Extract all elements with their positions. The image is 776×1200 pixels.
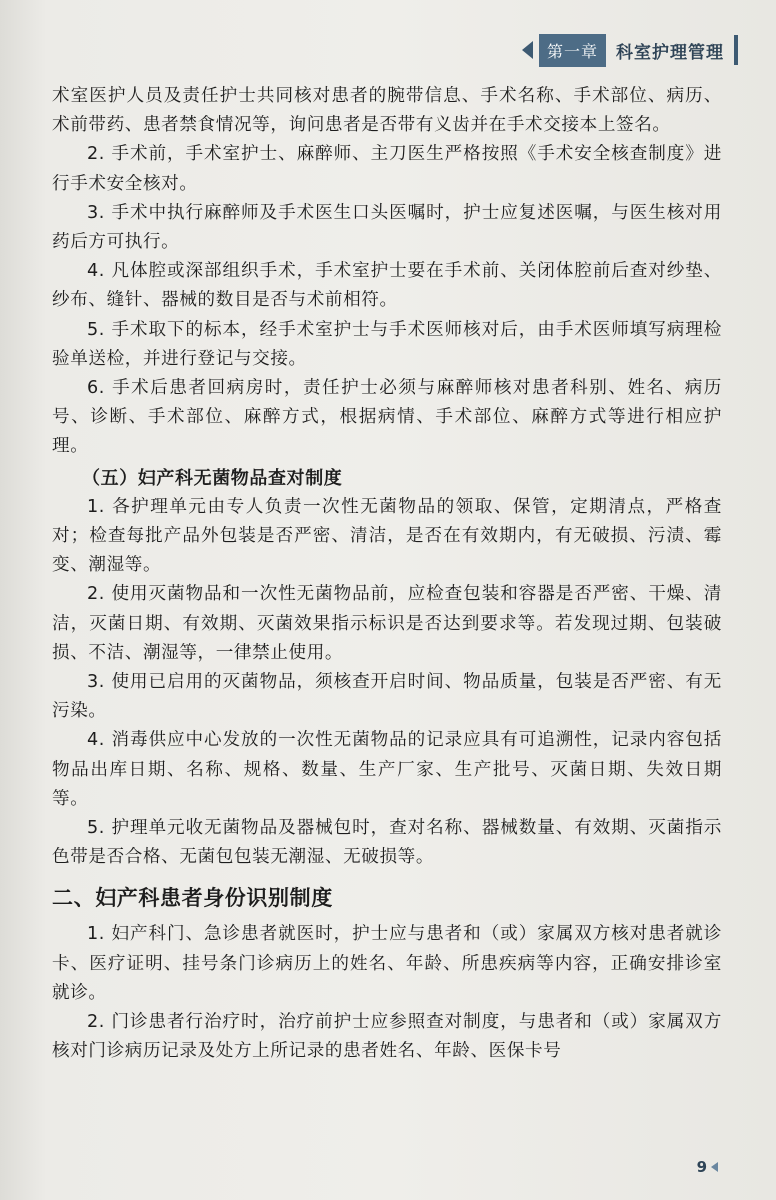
paragraph: 术室医护人员及责任护士共同核对患者的腕带信息、手术名称、手术部位、病历、术前带药、患者禁食情况等，询问患者是否带有义齿并在手术交接本上签名。 bbox=[52, 86, 722, 136]
header-bar bbox=[734, 35, 738, 65]
chapter-number: 第一章 bbox=[539, 34, 606, 67]
page-number-text: 9 bbox=[696, 1158, 707, 1176]
chapter-header bbox=[522, 33, 738, 67]
page-body bbox=[52, 82, 722, 1067]
chevron-left-icon bbox=[522, 41, 533, 59]
paragraph: 5. 手术取下的标本，经手术室护士与手术医师核对后，由手术医师填写病理检验单送检，并进行登记与交接。 bbox=[52, 319, 722, 369]
paragraph: 3. 手术中执行麻醉师及手术医生口头医嘱时，护士应复述医嘱，与医生核对用药后方可执行。 bbox=[52, 202, 722, 253]
page-number bbox=[697, 1158, 718, 1176]
list-item: 2. 使用灭菌物品和一次性无菌物品前，应检查包装和容器是否严密、干燥、清洁，灭菌日期、有效期、灭菌效果指示标识是否达到要求等。若发现过期、包装破损、不洁、潮湿等，一律禁止使用。 bbox=[52, 584, 722, 663]
list-item: 1. 妇产科门、急诊患者就医时，护士应与患者和（或）家属双方核对患者就诊卡、医疗证明、挂号条门诊病历上的姓名、年龄、所患疾病等内容，正确安排诊室就诊。 bbox=[52, 924, 722, 1003]
list-item: 1. 各护理单元由专人负责一次性无菌物品的领取、保管，定期清点，严格查对；检查每批产品外包装是否严密、清洁，是否在有效期内，有无破损、污渍、霉变、潮湿等。 bbox=[52, 496, 722, 576]
paragraph: 4. 凡体腔或深部组织手术，手术室护士要在手术前、关闭体腔前后查对纱垫、纱布、缝针、器械的数目是否与术前相符。 bbox=[52, 261, 722, 311]
paragraph: 2. 手术前，手术室护士、麻醉师、主刀医生严格按照《手术安全核查制度》进行手术安全核对。 bbox=[52, 144, 722, 194]
section-heading: （五）妇产科无菌物品查对制度 bbox=[82, 467, 343, 489]
list-item: 3. 使用已启用的灭菌物品，须核查开启时间、物品质量，包装是否严密、有无污染。 bbox=[52, 672, 722, 722]
chapter-title: 科室护理管理 bbox=[616, 42, 724, 63]
paragraph: 6. 手术后患者回病房时，责任护士必须与麻醉师核对患者科别、姓名、病历号、诊断、手术部位、麻醉方式，根据病情、手术部位、麻醉方式等进行相应护理。 bbox=[52, 378, 722, 457]
list-item: 5. 护理单元收无菌物品及器械包时，查对名称、器械数量、有效期、灭菌指示色带是否合格、无菌包包装无潮湿、无破损等。 bbox=[52, 818, 722, 868]
list-item: 2. 门诊患者行治疗时，治疗前护士应参照查对制度，与患者和（或）家属双方核对门诊病历记录及处方上所记录的患者姓名、年龄、医保卡号 bbox=[52, 1012, 722, 1062]
triangle-left-icon bbox=[711, 1162, 718, 1172]
list-item: 4. 消毒供应中心发放的一次性无菌物品的记录应具有可追溯性，记录内容包括物品出库日期、名称、规格、数量、生产厂家、生产批号、灭菌日期、失效日期等。 bbox=[52, 730, 722, 809]
section-heading-main: 二、妇产科患者身份识别制度 bbox=[52, 886, 333, 911]
